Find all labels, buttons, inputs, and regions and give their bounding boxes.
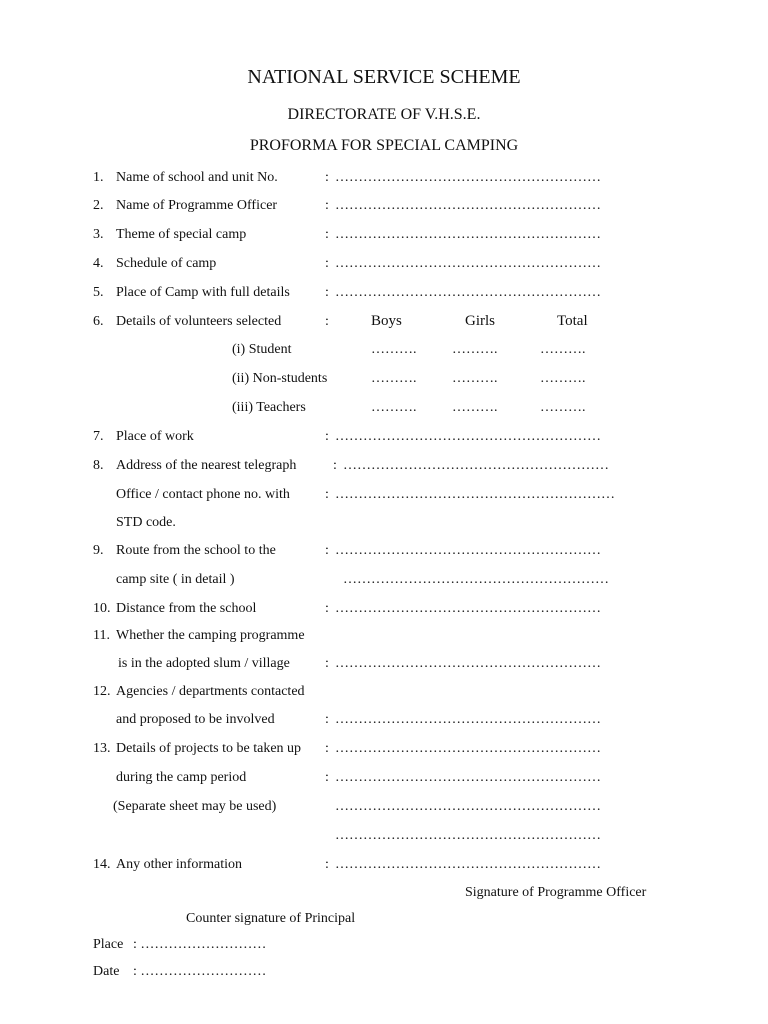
item-number: 10. <box>93 601 111 616</box>
date-label: Date <box>93 964 120 979</box>
item-blank[interactable]: ………………………………………………… <box>335 429 601 444</box>
item-colon: : <box>325 857 329 872</box>
item-blank[interactable]: ………………………………………………… <box>335 285 601 300</box>
item-colon: : <box>333 458 337 473</box>
item-colon: : <box>325 770 329 785</box>
place-blank[interactable]: : ……………………… <box>133 937 267 952</box>
row-label-teachers: (iii) Teachers <box>232 400 306 415</box>
cell-blank[interactable]: ………. <box>452 400 498 415</box>
document-subtitle: DIRECTORATE OF V.H.S.E. <box>287 106 481 123</box>
item-label-line2: during the camp period <box>116 770 247 785</box>
item-blank[interactable]: ………………………………………………… <box>343 572 609 587</box>
item-number: 3. <box>93 227 104 242</box>
item-label: Whether the camping programme <box>116 628 305 643</box>
column-header-girls: Girls <box>465 313 495 329</box>
column-header-boys: Boys <box>371 313 402 329</box>
item-blank[interactable]: ………………………………………………… <box>335 198 601 213</box>
item-blank[interactable]: ………………………………………………… <box>335 799 601 814</box>
cell-blank[interactable]: ………. <box>540 400 586 415</box>
date-blank[interactable]: : ……………………… <box>133 964 267 979</box>
item-label: Schedule of camp <box>116 256 217 271</box>
signature-principal: Counter signature of Principal <box>186 911 356 926</box>
item-number: 7. <box>93 429 104 444</box>
item-label: Details of projects to be taken up <box>116 741 302 756</box>
item-number: 2. <box>93 198 104 213</box>
document-title: NATIONAL SERVICE SCHEME <box>247 66 521 88</box>
item-number: 9. <box>93 543 104 558</box>
item-colon: : <box>325 256 329 271</box>
item-colon: : <box>325 170 329 185</box>
cell-blank[interactable]: ………. <box>371 342 417 357</box>
item-label-line2: and proposed to be involved <box>116 712 275 727</box>
item-colon: : <box>325 429 329 444</box>
cell-blank[interactable]: ………. <box>540 371 586 386</box>
item-colon: : <box>325 656 329 671</box>
item-label-line2: camp site ( in detail ) <box>116 572 235 587</box>
item-label: Name of Programme Officer <box>116 198 278 213</box>
cell-blank[interactable]: ………. <box>371 400 417 415</box>
item-number: 14. <box>93 857 111 872</box>
signature-programme-officer: Signature of Programme Officer <box>465 885 647 900</box>
item-label: Name of school and unit No. <box>116 170 278 185</box>
item-blank[interactable]: ………………………………………………… <box>335 770 601 785</box>
item-label: Theme of special camp <box>116 227 247 242</box>
item-colon: : <box>325 543 329 558</box>
item-blank[interactable]: ………………………………………………… <box>335 227 601 242</box>
item-blank[interactable]: ………………………………………………… <box>335 741 601 756</box>
item-colon: : <box>325 314 329 329</box>
item-label-line2: Office / contact phone no. with <box>116 487 290 502</box>
document-heading: PROFORMA FOR SPECIAL CAMPING <box>249 137 519 154</box>
item-colon: : <box>325 227 329 242</box>
item-number: 8. <box>93 458 104 473</box>
item-label: Any other information <box>116 857 242 872</box>
item-blank[interactable]: ………………………………………………… <box>335 712 601 727</box>
item-number: 6. <box>93 314 104 329</box>
item-number: 11. <box>93 628 110 643</box>
cell-blank[interactable]: ………. <box>371 371 417 386</box>
row-label-student: (i) Student <box>232 342 292 357</box>
item-blank[interactable]: ………………………………………………… <box>335 857 601 872</box>
item-label-line3: (Separate sheet may be used) <box>113 799 277 814</box>
item-number: 5. <box>93 285 104 300</box>
item-colon: : <box>325 712 329 727</box>
item-label: Route from the school to the <box>116 543 276 558</box>
item-colon: : <box>325 198 329 213</box>
item-number: 1. <box>93 170 104 185</box>
item-label: Place of Camp with full details <box>116 285 290 300</box>
item-blank[interactable]: ………………………………………………… <box>335 828 601 843</box>
row-label-non-students: (ii) Non-students <box>232 371 328 386</box>
item-label: Place of work <box>116 429 194 444</box>
column-header-total: Total <box>557 313 588 329</box>
item-label-line3: STD code. <box>116 515 176 530</box>
cell-blank[interactable]: ………. <box>540 342 586 357</box>
item-label: Details of volunteers selected <box>116 314 282 329</box>
item-blank[interactable]: …………………………………………………… <box>335 487 615 502</box>
item-number: 4. <box>93 256 104 271</box>
item-blank[interactable]: ………………………………………………… <box>335 256 601 271</box>
cell-blank[interactable]: ………. <box>452 342 498 357</box>
place-label: Place <box>93 937 124 952</box>
item-blank[interactable]: ………………………………………………… <box>335 543 601 558</box>
item-label: Distance from the school <box>116 601 257 616</box>
item-blank[interactable]: ………………………………………………… <box>335 170 601 185</box>
item-label: Agencies / departments contacted <box>116 684 305 699</box>
item-colon: : <box>325 741 329 756</box>
item-label: Address of the nearest telegraph <box>116 458 297 473</box>
item-label-line2: is in the adopted slum / village <box>118 656 290 671</box>
item-colon: : <box>325 601 329 616</box>
item-blank[interactable]: ………………………………………………… <box>335 601 601 616</box>
item-colon: : <box>325 487 329 502</box>
cell-blank[interactable]: ………. <box>452 371 498 386</box>
item-colon: : <box>325 285 329 300</box>
item-blank[interactable]: ………………………………………………… <box>343 458 609 473</box>
item-number: 12. <box>93 684 111 699</box>
item-blank[interactable]: ………………………………………………… <box>335 656 601 671</box>
item-number: 13. <box>93 741 111 756</box>
